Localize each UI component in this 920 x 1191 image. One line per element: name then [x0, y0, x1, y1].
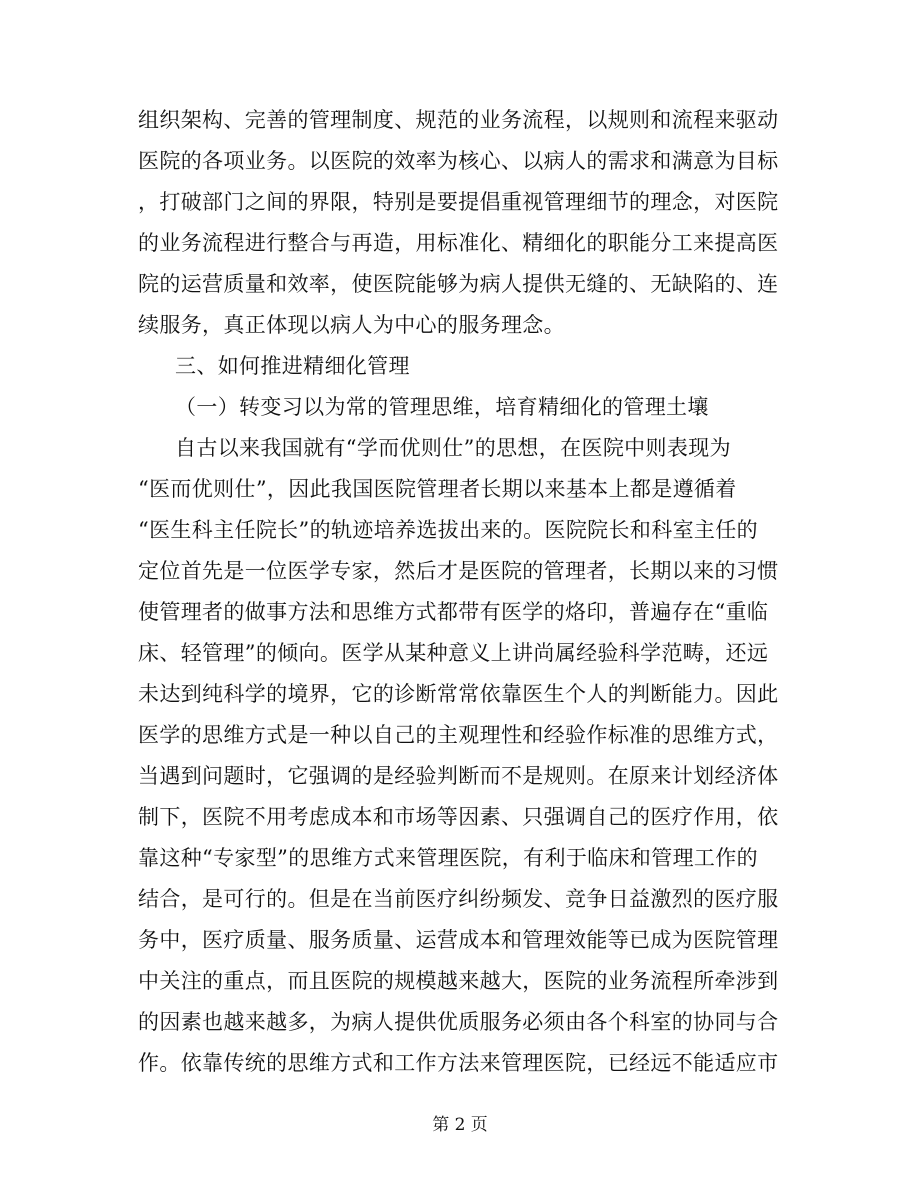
text-line-4: 的业务流程进行整合与再造，用标准化、精细化的职能分工来提高医 [138, 231, 779, 255]
text-line-11: “医生科主任院长”的轨迹培养选拔出来的。医院院长和科室主任的 [138, 518, 758, 542]
text-line-13: 使管理者的做事方法和思维方式都带有医学的烙印，普遍存在“重临 [138, 600, 769, 624]
text-line-9: 自古以来我国就有“学而优则仕”的思想，在医院中则表现为 [175, 436, 731, 460]
text-line-15: 未达到纯科学的境界，它的诊断常常依靠医生个人的判断能力。因此 [138, 682, 779, 706]
text-line-6: 续服务，真正体现以病人为中心的服务理念。 [138, 313, 565, 337]
section-heading: 三、如何推进精细化管理 [175, 354, 410, 378]
text-line-5: 院的运营质量和效率，使医院能够为病人提供无缝的、无缺陷的、连 [138, 272, 779, 296]
text-line-3: ，打破部门之间的界限，特别是要提倡重视管理细节的理念，对医院 [138, 190, 779, 214]
subsection-heading: （一）转变习以为常的管理思维，培育精细化的管理土壤 [175, 395, 709, 419]
text-line-12: 定位首先是一位医学专家，然后才是医院的管理者，长期以来的习惯 [138, 559, 779, 583]
text-line-10: “医而优则仕”，因此我国医院管理者长期以来基本上都是遵循着 [138, 477, 737, 501]
text-line-20: 结合，是可行的。但是在当前医疗纠纷频发、竞争日益激烈的医疗服 [138, 887, 779, 911]
text-line-14: 床、轻管理”的倾向。医学从某种意义上讲尚属经验科学范畴，还远 [138, 641, 769, 665]
text-line-2: 医院的各项业务。以医院的效率为核心、以病人的需求和满意为目标 [138, 149, 779, 173]
text-line-16: 医学的思维方式是一种以自己的主观理性和经验作标准的思维方式， [138, 723, 779, 747]
text-line-23: 的因素也越来越多，为病人提供优质服务必须由各个科室的协同与合 [138, 1010, 779, 1034]
page-number: 第 2 页 [432, 1115, 488, 1135]
text-line-22: 中关注的重点，而且医院的规模越来越大，医院的业务流程所牵涉到 [138, 969, 779, 993]
text-line-1: 组织架构、完善的管理制度、规范的业务流程，以规则和流程来驱动 [138, 108, 779, 132]
text-line-21: 务中，医疗质量、服务质量、运营成本和管理效能等已成为医院管理 [138, 928, 779, 952]
text-line-19: 靠这种“专家型”的思维方式来管理医院，有利于临床和管理工作的 [138, 846, 758, 870]
body-text [138, 100, 788, 1084]
text-line-18: 制下，医院不用考虑成本和市场等因素、只强调自己的医疗作用，依 [138, 805, 779, 829]
text-line-17: 当遇到问题时，它强调的是经验判断而不是规则。在原来计划经济体 [138, 764, 779, 788]
text-line-24: 作。依靠传统的思维方式和工作方法来管理医院，已经远不能适应市 [138, 1051, 779, 1075]
